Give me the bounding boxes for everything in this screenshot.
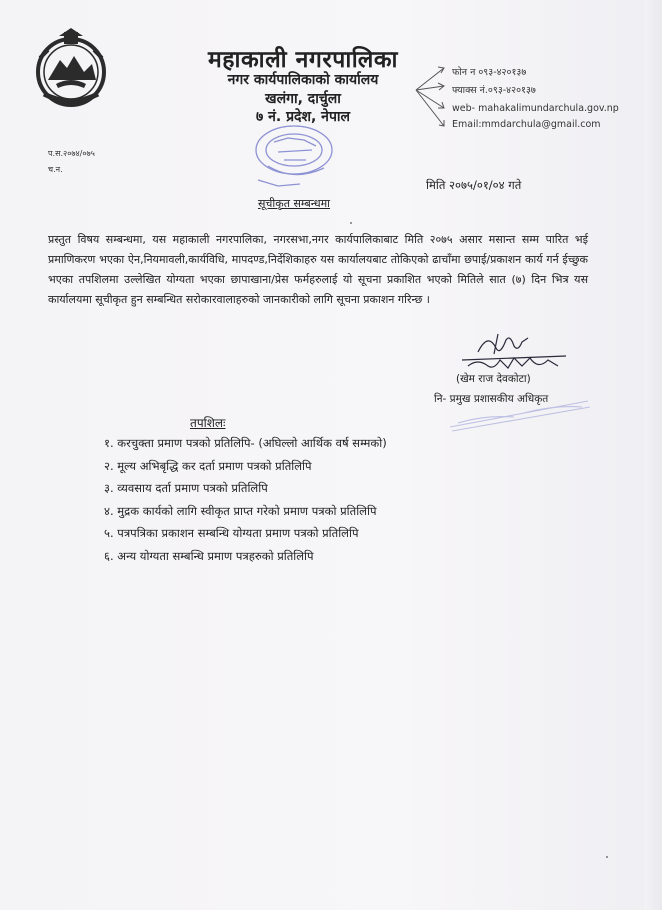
list-item: ३. व्यवसाय दर्ता प्रमाण पत्रको प्रतिलिपि	[104, 481, 268, 495]
office-seal-stamp	[248, 120, 346, 192]
contact-email: Email:mmdarchula@gmail.com	[452, 119, 601, 130]
signatory-title: नि- प्रमुख प्रशासकीय अधिकृत	[434, 393, 549, 405]
scan-speck	[606, 856, 608, 858]
contact-website: web- mahakalimundarchula.gov.np	[452, 103, 619, 114]
page-edge	[644, 0, 662, 910]
requirements-list	[104, 432, 387, 567]
contact-arrows-icon	[414, 58, 454, 138]
scan-speck	[350, 222, 352, 224]
list-item: ४. मुद्रक कार्यको लागि स्वीकृत प्राप्त गरेको प्रमाण पत्रको प्रतिलिपि	[104, 503, 377, 518]
list-item: ६. अन्य योग्यता सम्बन्धि प्रमाण पत्रहरुको प्रतिलिपि	[104, 548, 314, 563]
letter-date: मिति २०७५/०१/०४ गते	[426, 178, 522, 192]
government-emblem-icon	[34, 28, 108, 110]
list-item: २. मूल्य अभिबृद्धि कर दर्ता प्रमाण पत्रको प्रतिलिपि	[104, 458, 312, 473]
contact-phone: फोन न ०९३-४२०१३७	[452, 67, 527, 78]
contact-block	[414, 58, 619, 138]
details-heading: तपशिलः	[190, 416, 226, 430]
office-location: खलंगा, दार्चुला	[265, 91, 341, 107]
letter-reference-number: प.स.२०७४/०७५	[48, 149, 95, 158]
letter-subject: सूचीकृत सम्बन्धमा	[258, 197, 331, 210]
list-item: १. करचुक्ता प्रमाण पत्रको प्रतिलिपि- (अघिल्लो आर्थिक वर्ष सम्मको)	[104, 436, 387, 450]
municipality-title: महाकाली नगरपालिका	[208, 47, 398, 73]
contact-fax: फ्याक्स नं.०९३-४२०१३७	[452, 85, 536, 96]
letter-body: प्रस्तुत विषय सम्बन्धमा, यस महाकाली नगरपालिका, नगरसभा,नगर कार्यपालिकाबाट मिति २०७५ असार मसान्त सम्म पारित भई प्रमाणिकरण भएका ऐन,नियमावली,कार्यविधि, मापदण्ड,निर्देशिकाहरु यस कार्यालयबाट तोकिएको ढाचाँमा छपाई/प्रकाशन कार्य गर्न ईच्छुक भएका तपशिलमा उल्लेखित योग्यता भएका छापाखाना/प्रेस फर्महरुलाई यो सूचना प्रकाशित भएको मितिले सात (७) दिन भित्र यस कार्यालयमा सूचीकृत हुन सम्बन्धित सरोकारवालाहरुको जानकारीको लागि सूचना प्रकाशन गरिन्छ ।	[48, 233, 588, 306]
list-item: ५. पत्रपत्रिका प्रकाशन सम्बन्धि योग्यता प्रमाण पत्रको प्रतिलिपि	[104, 526, 359, 540]
province-line: ७ नं. प्रदेश, नेपाल	[255, 109, 351, 125]
signatory-name: (खेम राज देवकोटा)	[456, 373, 531, 385]
designation-stamp	[444, 395, 594, 435]
handwritten-signature	[448, 330, 573, 375]
office-subtitle: नगर कार्यपालिकाको कार्यालय	[227, 72, 379, 88]
dispatch-number: च.न.	[48, 165, 63, 174]
